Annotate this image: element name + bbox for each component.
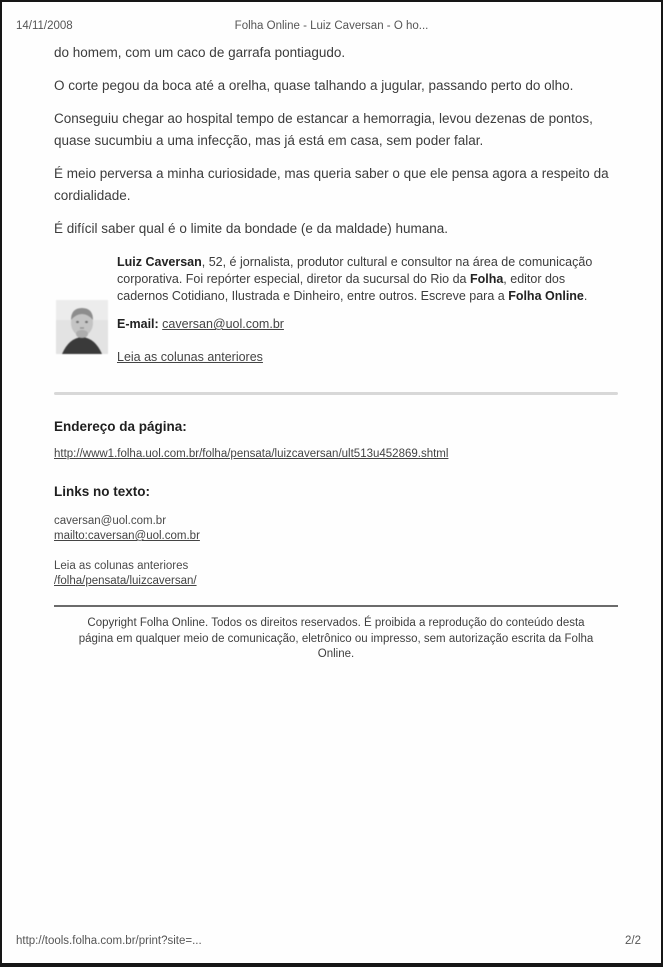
print-source-url: http://tools.folha.com.br/print?site=... [16, 935, 202, 947]
page-address-heading: Endereço da página: [54, 419, 187, 434]
document-title: Folha Online - Luiz Caversan - O ho... [234, 20, 429, 32]
link-label: Leia as colunas anteriores [54, 560, 189, 572]
article-paragraph: Conseguiu chegar ao hospital tempo de estancar a hemorragia, levou dezenas de pontos, quase sucumbiu a uma infecção, mas já está em casa, sem poder falar. [54, 111, 593, 148]
copyright-notice: Copyright Folha Online. Todos os direitos reservados. É proibida a reprodução do conteúdo desta página em qualquer meio de comunicação, eletrônico ou impresso, sem autorização escrita da Folha Online. [78, 617, 594, 660]
article-paragraph: É meio perversa a minha curiosidade, mas queria saber o que ele pensa agora a respeito da cordialidade. [54, 166, 609, 203]
link-target[interactable]: mailto:caversan@uol.com.br [54, 530, 200, 542]
article-paragraph: do homem, com um caco de garrafa pontiagudo. [54, 45, 346, 60]
article-paragraph: O corte pegou da boca até a orelha, quase talhando a jugular, passando perto do olho. [54, 78, 574, 93]
print-footer [16, 935, 641, 947]
text-link-item [54, 559, 618, 589]
page-address-link[interactable]: http://www1.folha.uol.com.br/folha/pensata/luizcaversan/ult513u452869.shtml [54, 448, 449, 460]
copyright-divider [54, 605, 618, 607]
previous-columns-line [117, 349, 609, 366]
author-photo [56, 300, 108, 354]
author-email-link[interactable]: caversan@uol.com.br [162, 317, 284, 331]
author-bio [54, 254, 618, 366]
page-address-line [54, 448, 618, 460]
author-bio-paragraph: Luiz Caversan, 52, é jornalista, produtor cultural e consultor na área de comunicação corporativa. Foi repórter especial, diretor da sucursal do Rio da Folha, editor dos cadernos Cotidiano, Ilustrada e Dinheiro, entre outros. Escreve para a Folha Online. [117, 255, 593, 303]
link-target[interactable]: /folha/pensata/luizcaversan/ [54, 575, 197, 587]
links-in-text-heading: Links no texto: [54, 484, 151, 499]
link-label: caversan@uol.com.br [54, 515, 167, 527]
previous-columns-link[interactable]: Leia as colunas anteriores [117, 350, 263, 364]
article-paragraph: É difícil saber qual é o limite da bondade (e da maldade) humana. [54, 221, 448, 236]
print-date: 14/11/2008 [16, 20, 73, 32]
author-email-line [117, 316, 609, 333]
print-header [2, 2, 661, 32]
text-link-item [54, 514, 618, 544]
section-divider [54, 392, 618, 395]
page-number: 2/2 [625, 935, 641, 947]
author-name: Luiz Caversan [117, 255, 202, 269]
email-label: E-mail: [117, 317, 159, 331]
author-bio-text [117, 254, 609, 366]
article-content [2, 32, 661, 663]
